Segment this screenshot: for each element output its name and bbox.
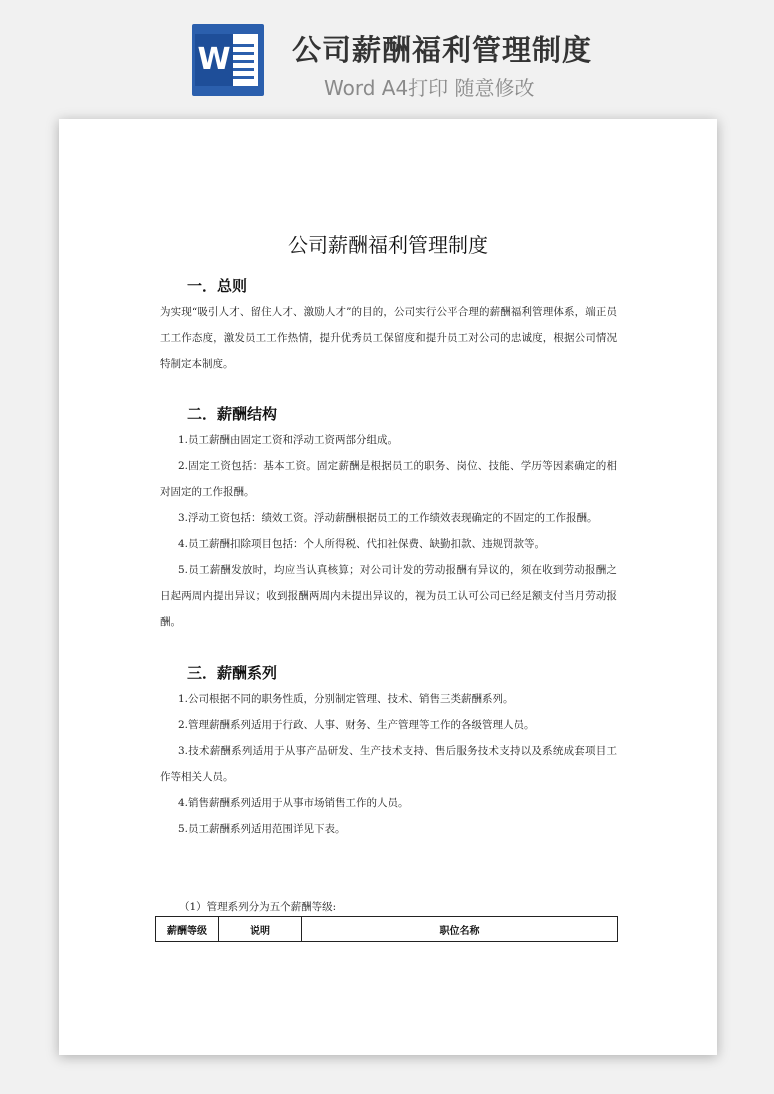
paragraph: 4.员工薪酬扣除项目包括：个人所得税、代扣社保费、缺勤扣款、违规罚款等。 xyxy=(178,538,546,550)
banner xyxy=(0,0,774,110)
paragraph: 4.销售薪酬系列适用于从事市场销售工作的人员。 xyxy=(178,797,409,809)
paragraph: 5.员工薪酬发放时，均应当认真核算；对公司计发的劳动报酬有异议的，须在收到劳动报酬之日起两周内提出异议；收到报酬两周内未提出异议的，视为员工认可公司已经足额支付当月劳动报酬。 xyxy=(160,564,617,628)
paragraph: 3.浮动工资包括：绩效工资。浮动薪酬根据员工的工作绩效表现确定的不固定的工作报酬。 xyxy=(178,512,598,524)
section-heading: 二．薪酬结构 xyxy=(187,405,278,423)
paragraph: 2.管理薪酬系列适用于行政、人事、财务、生产管理等工作的各级管理人员。 xyxy=(178,719,535,731)
banner-title: 公司薪酬福利管理制度 xyxy=(292,33,593,67)
table-header-cell: 说明 xyxy=(219,917,302,942)
word-icon-letter: W xyxy=(195,34,233,86)
salary-grade-table xyxy=(155,916,618,942)
paragraph: 5.员工薪酬系列适用范围详见下表。 xyxy=(178,823,346,835)
section-heading: 三．薪酬系列 xyxy=(187,664,278,682)
table-header-cell: 薪酬等级 xyxy=(156,917,219,942)
paragraph: 为实现“吸引人才、留住人才、激励人才”的目的，公司实行公平合理的薪酬福利管理体系，端正员工工作态度，激发员工工作热情，提升优秀员工保留度和提升员工对公司的忠诚度，根据公司情况特制定本制度。 xyxy=(160,306,617,370)
paragraph: 2.固定工资包括：基本工资。固定薪酬是根据员工的职务、岗位、技能、学历等因素确定的相对固定的工作报酬。 xyxy=(160,460,617,498)
paragraph: 1.公司根据不同的职务性质，分别制定管理、技术、销售三类薪酬系列。 xyxy=(178,693,514,705)
word-icon xyxy=(192,24,264,96)
paragraph: 1.员工薪酬由固定工资和浮动工资两部分组成。 xyxy=(178,434,399,446)
paragraph: 3.技术薪酬系列适用于从事产品研发、生产技术支持、售后服务技术支持以及系统成套项目工作等相关人员。 xyxy=(160,745,617,783)
table-caption: （1）管理系列分为五个薪酬等级: xyxy=(179,901,337,913)
banner-subtitle: Word A4打印 随意修改 xyxy=(324,76,535,100)
document-title: 公司薪酬福利管理制度 xyxy=(288,233,488,257)
document-page xyxy=(59,119,717,1055)
table-header-row xyxy=(156,917,618,942)
section-heading: 一．总则 xyxy=(187,277,248,295)
table-header-cell: 职位名称 xyxy=(302,917,618,942)
